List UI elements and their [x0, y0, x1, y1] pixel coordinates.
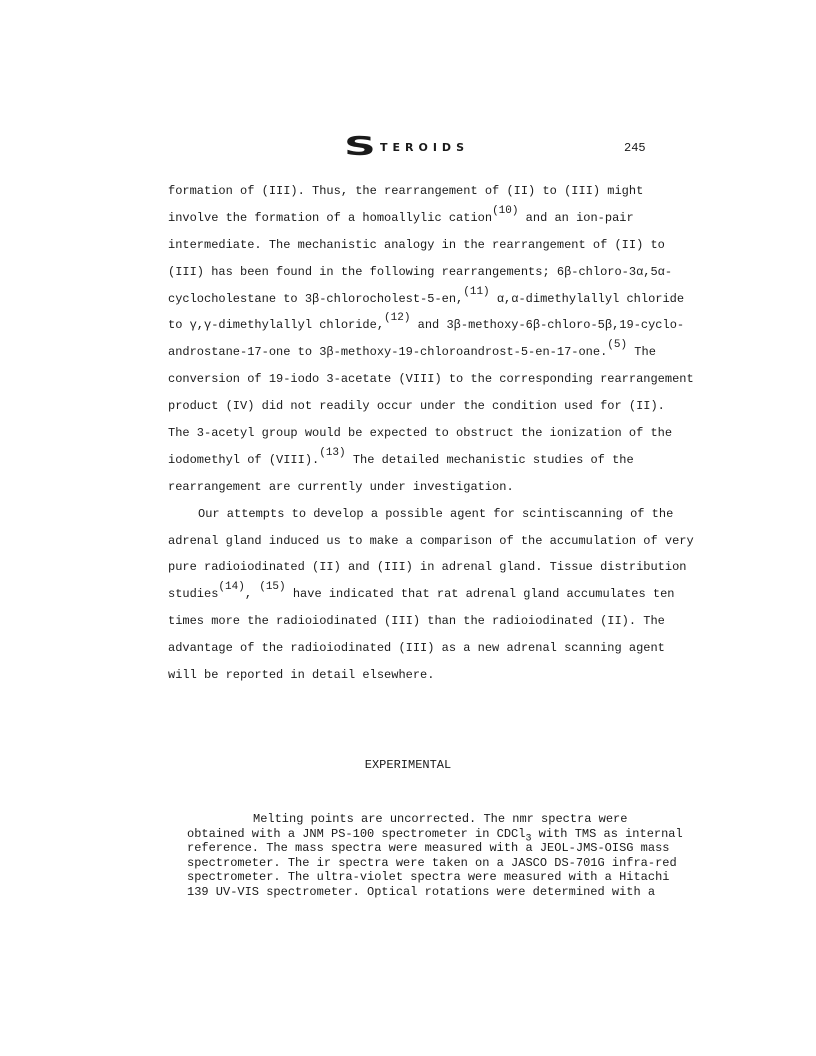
text-line: will be reported in detail elsewhere.: [168, 668, 435, 683]
text-line: obtained with a JNM PS-100 spectrometer in CDCl$_3$ with TMS as internal: [187, 826, 683, 845]
citation-ref: (5): [607, 339, 628, 352]
text-line: involve the formation of a homoallylic cation$^{(10)}$ and an ion-pair: [168, 204, 634, 225]
text-line: 139 UV-VIS spectrometer. Optical rotations were determined with a: [187, 884, 656, 899]
text-line: iodomethyl of (VIII).$^{(13)}$ The detailed mechanistic studies of the: [168, 446, 634, 467]
citation-ref: (13): [319, 446, 346, 459]
subscript: 3: [525, 833, 532, 845]
text-line: studies$^{(14)}$, $^{(15)}$ have indicated that rat adrenal gland accumulates ten: [168, 581, 675, 602]
text-line: adrenal gland induced us to make a comparison of the accumulation of very: [168, 533, 694, 548]
citation-ref: (14): [218, 581, 245, 594]
journal-logo-rest: TEROIDS: [380, 140, 469, 154]
citation-ref: (11): [463, 285, 490, 298]
text-line: Melting points are uncorrected. The nmr spectra were: [253, 812, 628, 826]
text-line: formation of (III). Thus, the rearrangement of (II) to (III) might: [168, 184, 644, 198]
section-heading: EXPERIMENTAL: [364, 758, 452, 772]
text-line: reference. The mass spectra were measured with a JEOL-JMS-OISG mass: [187, 841, 670, 856]
citation-ref: (12): [384, 312, 411, 325]
text-line: to γ,γ-dimethylallyl chloride,$^{(12)}$ and 3β-methoxy-6β-chloro-5β,19-cyclo-: [168, 312, 685, 333]
journal-logo-initial: S: [344, 132, 376, 162]
page-number: 245: [624, 141, 646, 155]
body-text: [168, 178, 694, 689]
running-header: [0, 132, 816, 162]
text-line: spectrometer. The ir spectra were taken on a JASCO DS-701G infra-red: [187, 855, 677, 870]
text-line: rearrangement are currently under investigation.: [168, 479, 514, 494]
text-line: spectrometer. The ultra-violet spectra were measured with a Hitachi: [187, 870, 670, 885]
text-line: product (IV) did not readily occur under the condition used for (II).: [168, 399, 665, 414]
text-line: (III) has been found in the following rearrangements; 6β-chloro-3α,5α-: [168, 264, 673, 279]
experimental-text: [187, 812, 683, 900]
text-line: The 3-acetyl group would be expected to obstruct the ionization of the: [168, 426, 673, 441]
text-line: androstane-17-one to 3β-methoxy-19-chloroandrost-5-en-17-one.$^{(5)}$ The: [168, 339, 656, 360]
text-line: cyclocholestane to 3β-chlorocholest-5-en,$^{(11)}$ α,α-dimethylallyl chloride: [168, 285, 685, 306]
text-line: advantage of the radioiodinated (III) as a new adrenal scanning agent: [168, 641, 665, 656]
citation-ref: (15): [259, 581, 286, 594]
citation-ref: (10): [492, 204, 519, 217]
text-line: intermediate. The mechanistic analogy in the rearrangement of (II) to: [168, 237, 665, 252]
text-line: times more the radioiodinated (III) than the radioiodinated (II). The: [168, 614, 665, 629]
text-line: Our attempts to develop a possible agent for scintiscanning of the: [198, 506, 674, 521]
text-line: conversion of 19-iodo 3-acetate (VIII) to the corresponding rearrangement: [168, 372, 694, 387]
journal-logo: [344, 132, 469, 162]
text-line: pure radioiodinated (II) and (III) in adrenal gland. Tissue distribution: [168, 560, 687, 575]
